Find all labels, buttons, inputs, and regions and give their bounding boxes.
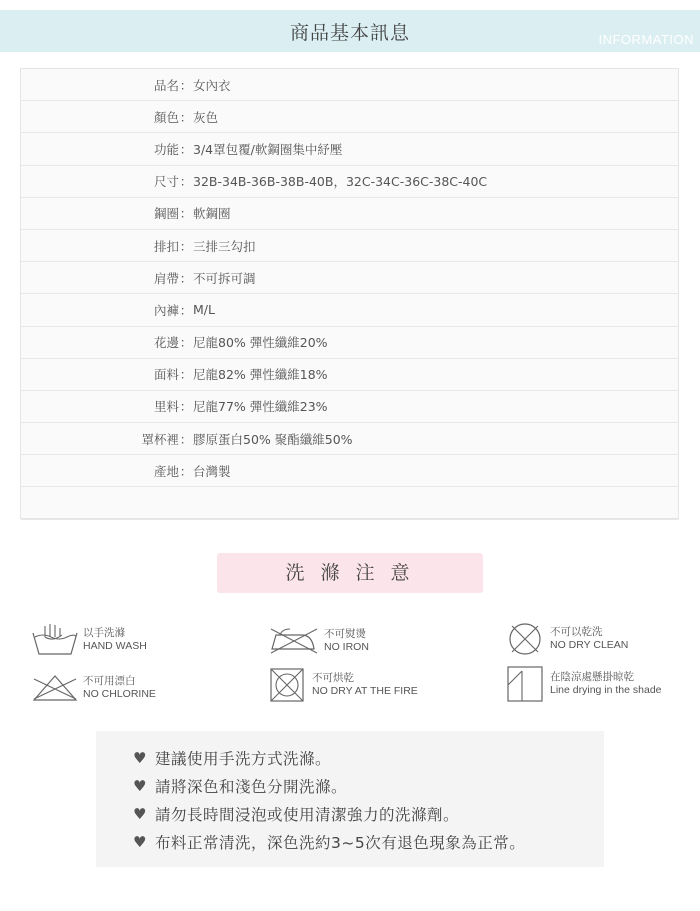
spec-row: 品名 ： 女內衣	[21, 69, 678, 101]
note-item	[96, 800, 604, 828]
spec-row: 排扣 ： 三排三勾扣	[21, 230, 678, 262]
spec-value: 尼龍82% 彈性纖維18%	[193, 367, 328, 383]
spec-row: 罩杯裡 ： 膠原蛋白50% 聚酯纖維50%	[21, 423, 678, 455]
note-text: 建議使用手洗方式洗滌。	[155, 750, 332, 768]
spec-label: 肩帶	[153, 270, 179, 286]
spec-table	[20, 68, 679, 519]
no-chlorine-icon	[31, 673, 79, 703]
spec-row: 產地 ： 台灣製	[21, 455, 678, 487]
hand-wash-icon	[31, 623, 79, 657]
care-zh: 不可用漂白	[83, 675, 136, 687]
spec-label: 顏色	[153, 109, 179, 125]
no-dry-clean-icon	[506, 622, 544, 656]
info-subtitle-en: INFORMATION	[598, 32, 694, 47]
care-en: HAND WASH	[83, 640, 147, 652]
care-en: NO DRY AT THE FIRE	[312, 685, 418, 697]
care-item-no-dry-clean	[506, 622, 628, 656]
care-zh: 不可烘乾	[312, 672, 354, 684]
spec-value: M/L	[193, 302, 215, 318]
info-header-banner	[0, 10, 700, 52]
care-zh: 以手洗滌	[83, 627, 125, 639]
spec-value: 尼龍80% 彈性纖維20%	[193, 335, 328, 351]
note-item	[96, 772, 604, 800]
spec-value: 台灣製	[193, 463, 231, 479]
spec-label: 產地	[153, 463, 179, 479]
spec-value: 不可拆可調	[193, 270, 256, 286]
care-item-hand-wash	[31, 623, 147, 657]
spec-label: 功能	[153, 141, 179, 157]
care-zh: 在陰涼處懸掛晾乾	[550, 671, 634, 683]
spec-row: 顏色 ： 灰色	[21, 101, 678, 133]
wash-notes-box	[96, 731, 604, 867]
note-text: 請勿長時間浸泡或使用清潔強力的洗滌劑。	[155, 806, 460, 824]
care-zh: 不可熨燙	[324, 628, 366, 640]
spec-label: 排扣	[153, 238, 179, 254]
line-dry-shade-icon	[506, 665, 544, 703]
info-title: 商品基本訊息	[289, 22, 410, 44]
care-item-no-chlorine	[31, 673, 156, 703]
spec-row: 花邊 ： 尼龍80% 彈性纖維20%	[21, 327, 678, 359]
spec-value: 女內衣	[193, 77, 231, 93]
spec-label: 品名	[153, 77, 179, 93]
spec-row: 功能 ： 3/4罩包覆/軟鋼圈集中紓壓	[21, 133, 678, 165]
spec-label: 里料	[153, 399, 179, 415]
care-en: NO IRON	[324, 641, 369, 653]
spec-label: 罩杯裡	[141, 431, 179, 447]
heart-icon: ♥	[133, 777, 147, 795]
spec-value: 3/4罩包覆/軟鋼圈集中紓壓	[193, 141, 343, 157]
care-item-line-dry-shade	[506, 665, 662, 703]
care-item-no-tumble-dry	[268, 667, 418, 703]
no-iron-icon	[268, 625, 320, 657]
heart-icon: ♥	[133, 805, 147, 823]
spec-value: 膠原蛋白50% 聚酯纖維50%	[193, 431, 353, 447]
care-en: NO DRY CLEAN	[550, 639, 629, 651]
spec-row: 面料 ： 尼龍82% 彈性纖維18%	[21, 359, 678, 391]
spec-label: 面料	[153, 367, 179, 383]
spec-label: 花邊	[153, 335, 179, 351]
spec-value: 灰色	[193, 109, 219, 125]
spec-value: 軟鋼圈	[193, 206, 231, 222]
spec-value: 尼龍77% 彈性纖維23%	[193, 399, 328, 415]
spec-row-empty	[21, 487, 678, 519]
spec-row: 內褲 ： M/L	[21, 294, 678, 326]
note-text: 請將深色和淺色分開洗滌。	[155, 778, 348, 796]
note-item	[96, 828, 604, 856]
care-zh: 不可以乾洗	[550, 626, 603, 638]
spec-value: 32B-34B-36B-38B-40B，32C-34C-36C-38C-40C	[193, 174, 488, 190]
spec-label: 尺寸	[153, 174, 179, 190]
note-text: 布料正常清洗，深色洗約3~5次有退色現象為正常。	[155, 834, 526, 852]
spec-value: 三排三勾扣	[193, 238, 256, 254]
spec-label: 內褲	[153, 302, 179, 318]
no-tumble-dry-icon	[268, 667, 306, 703]
spec-row: 肩帶 ： 不可拆可調	[21, 262, 678, 294]
care-en: NO CHLORINE	[83, 688, 156, 700]
heart-icon: ♥	[133, 749, 147, 767]
spec-row: 鋼圈 ： 軟鋼圈	[21, 198, 678, 230]
care-en: Line drying in the shade	[550, 684, 662, 696]
spec-row: 尺寸 ： 32B-34B-36B-38B-40B，32C-34C-36C-38C-40C	[21, 166, 678, 198]
note-item	[96, 744, 604, 772]
heart-icon: ♥	[133, 833, 147, 851]
spec-label: 鋼圈	[153, 206, 179, 222]
care-item-no-iron	[268, 625, 369, 657]
care-title: 洗 滌 注 意	[217, 553, 483, 593]
spec-row: 里料 ： 尼龍77% 彈性纖維23%	[21, 391, 678, 423]
